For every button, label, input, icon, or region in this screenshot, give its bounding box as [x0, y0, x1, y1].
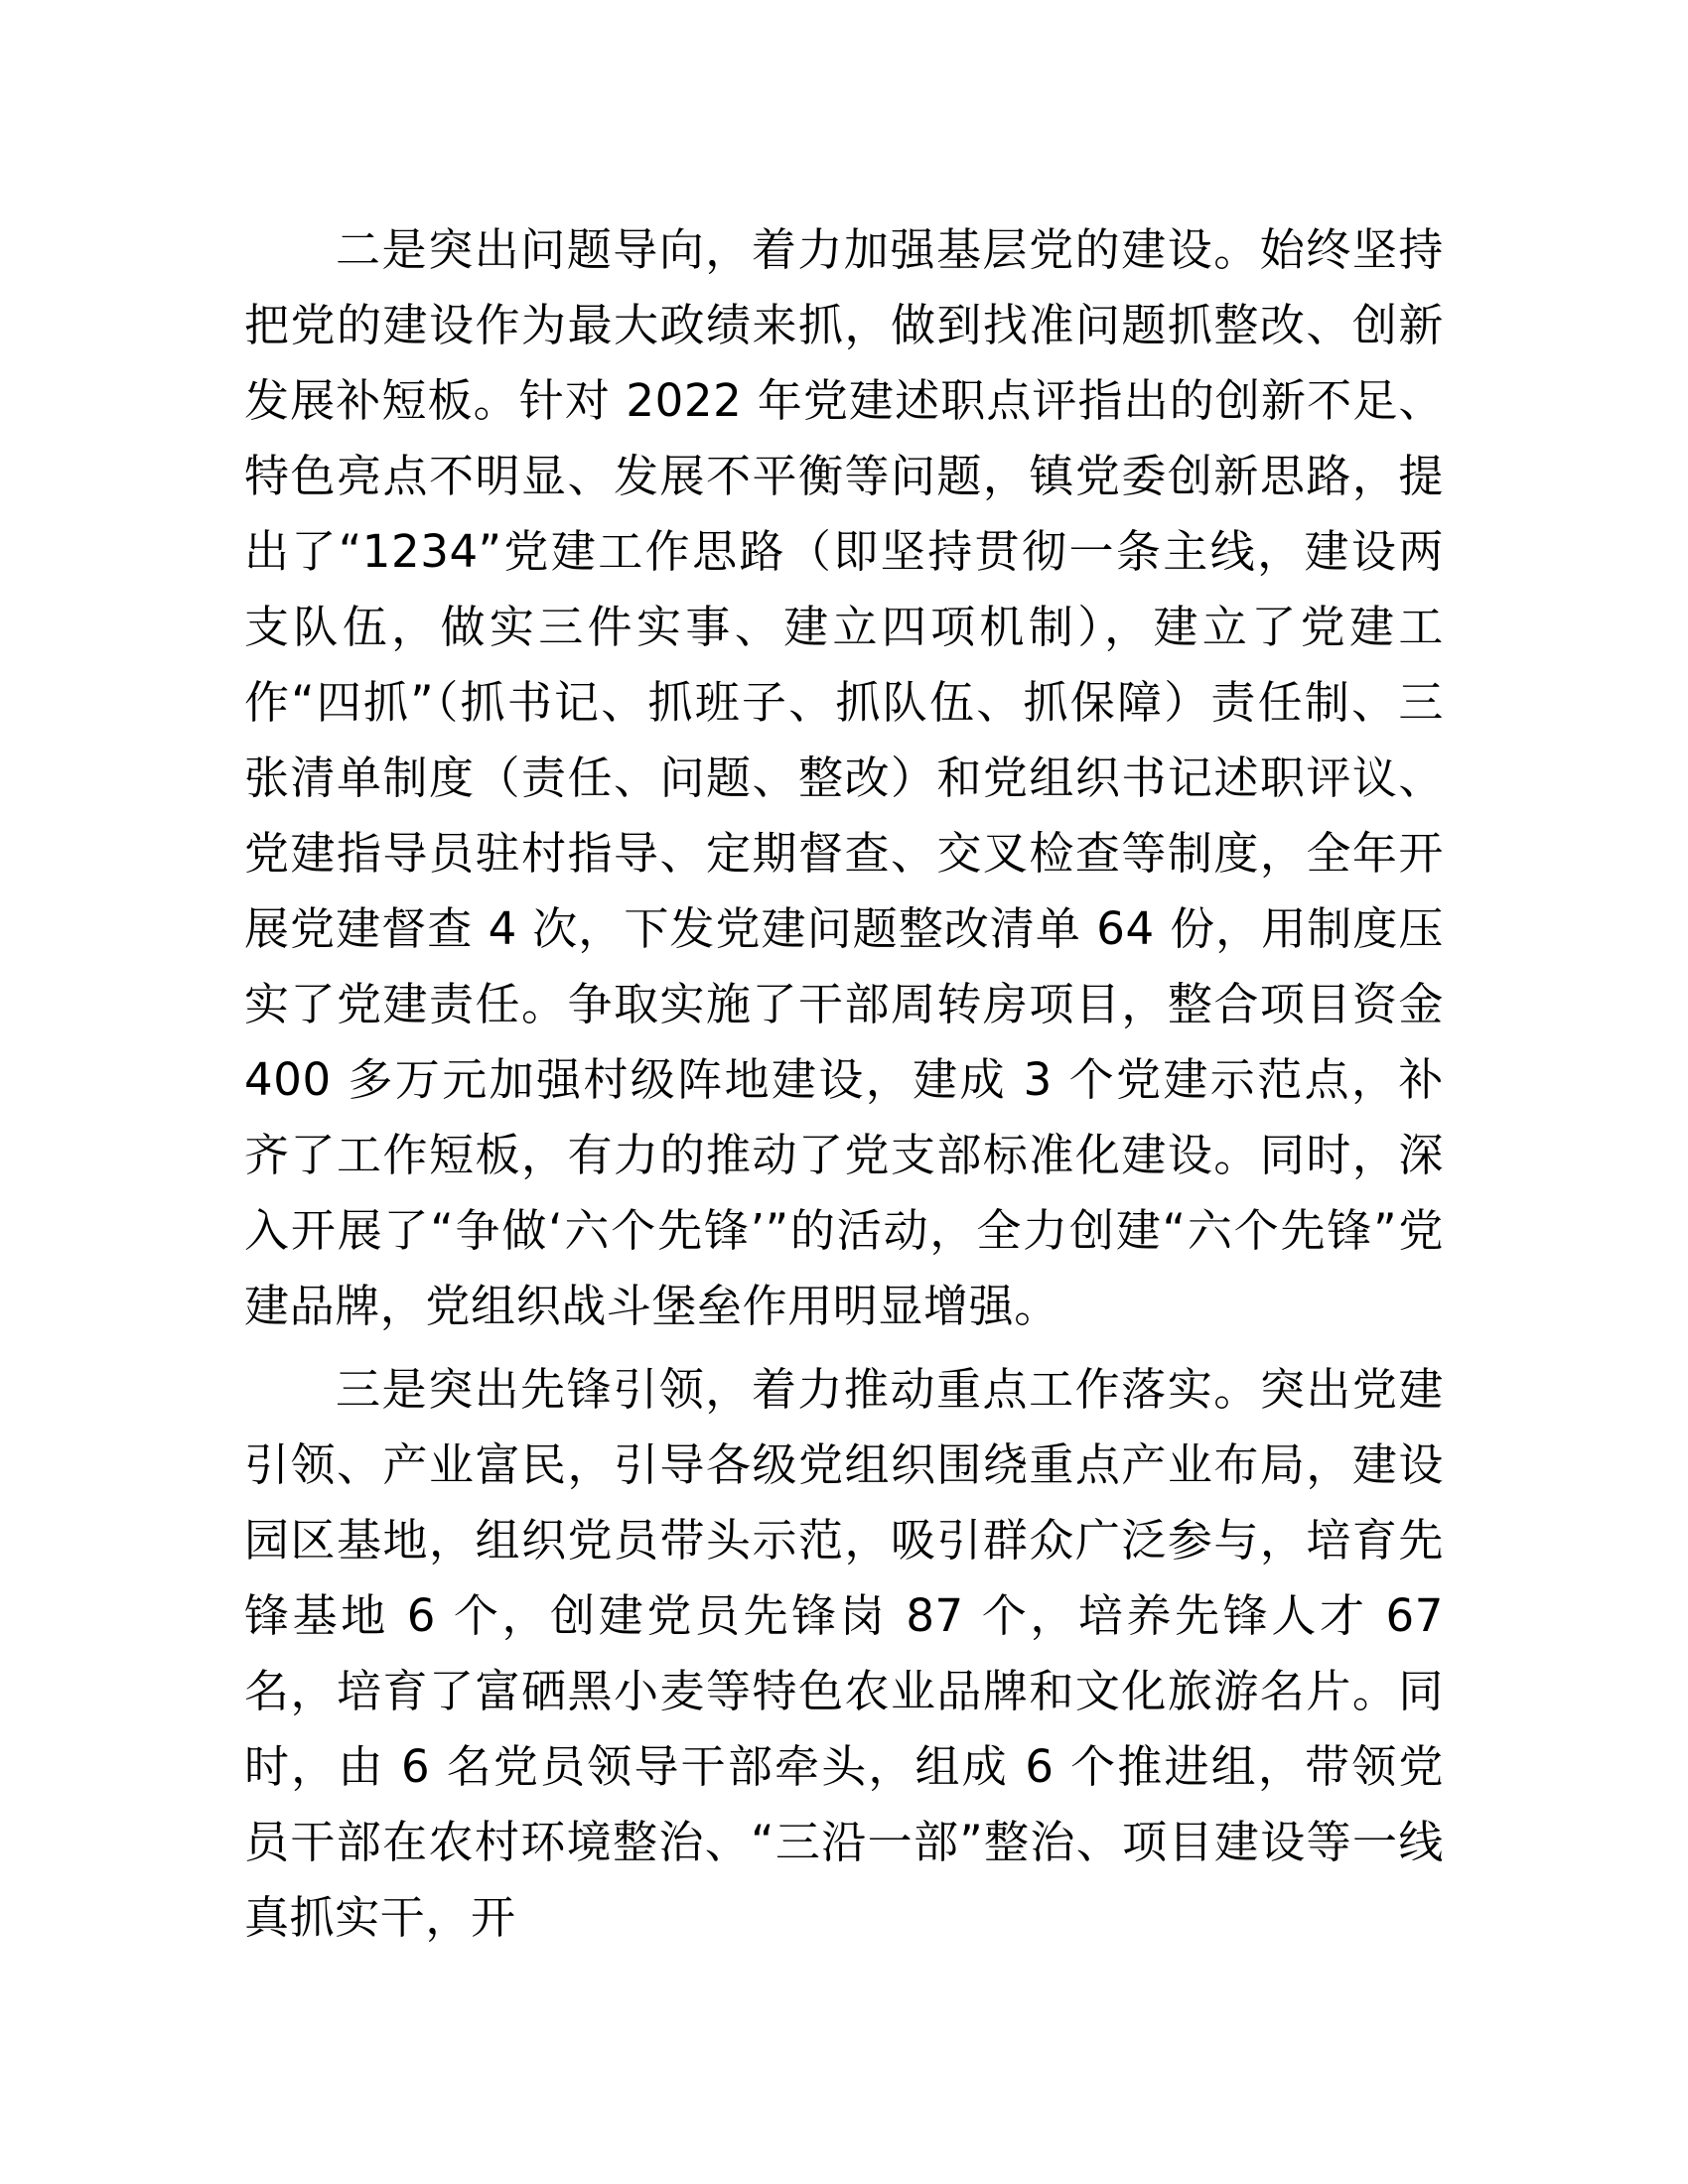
- paragraph-pioneer-leading: 三是突出先锋引领，着力推动重点工作落实。突出党建引领、产业富民，引导各级党组织围绕重点产业布局，建设园区基地，组织党员带头示范，吸引群众广泛参与，培育先锋基地 6 个，创建党员先锋岗 87 个，培养先锋人才 67 名，培育了富硒黑小麦等特色农业品牌和文化旅游名片。同时，由 6 名党员领导干部牵头，组成 6 个推进组，带领党员干部在农村环境整治、“三沿一部”整治、项目建设等一线真抓实干，开: [244, 1363, 1444, 1944]
- paragraph-party-building: 二是突出问题导向，着力加强基层党的建设。始终坚持把党的建设作为最大政绩来抓，做到找准问题抓整改、创新发展补短板。针对 2022 年党建述职点评指出的创新不足、特色亮点不明显、发展不平衡等问题，镇党委创新思路，提出了“1234”党建工作思路（即坚持贯彻一条主线，建设两支队伍，做实三件实事、建立四项机制），建立了党建工作“四抓”（抓书记、抓班子、抓队伍、抓保障）责任制、三张清单制度（责任、问题、整改）和党组织书记述职评议、党建指导员驻村指导、定期督查、交叉检查等制度，全年开展党建督查 4 次，下发党建问题整改清单 64 份，用制度压实了党建责任。争取实施了干部周转房项目，整合项目资金 400 多万元加强村级阵地建设，建成 3 个党建示范点，补齐了工作短板，有力的推动了党支部标准化建设。同时，深入开展了“争做‘六个先锋’”的活动，全力创建“六个先锋”党建品牌，党组织战斗堡垒作用明显增强。: [244, 223, 1444, 1332]
- document-body: [244, 212, 1444, 1964]
